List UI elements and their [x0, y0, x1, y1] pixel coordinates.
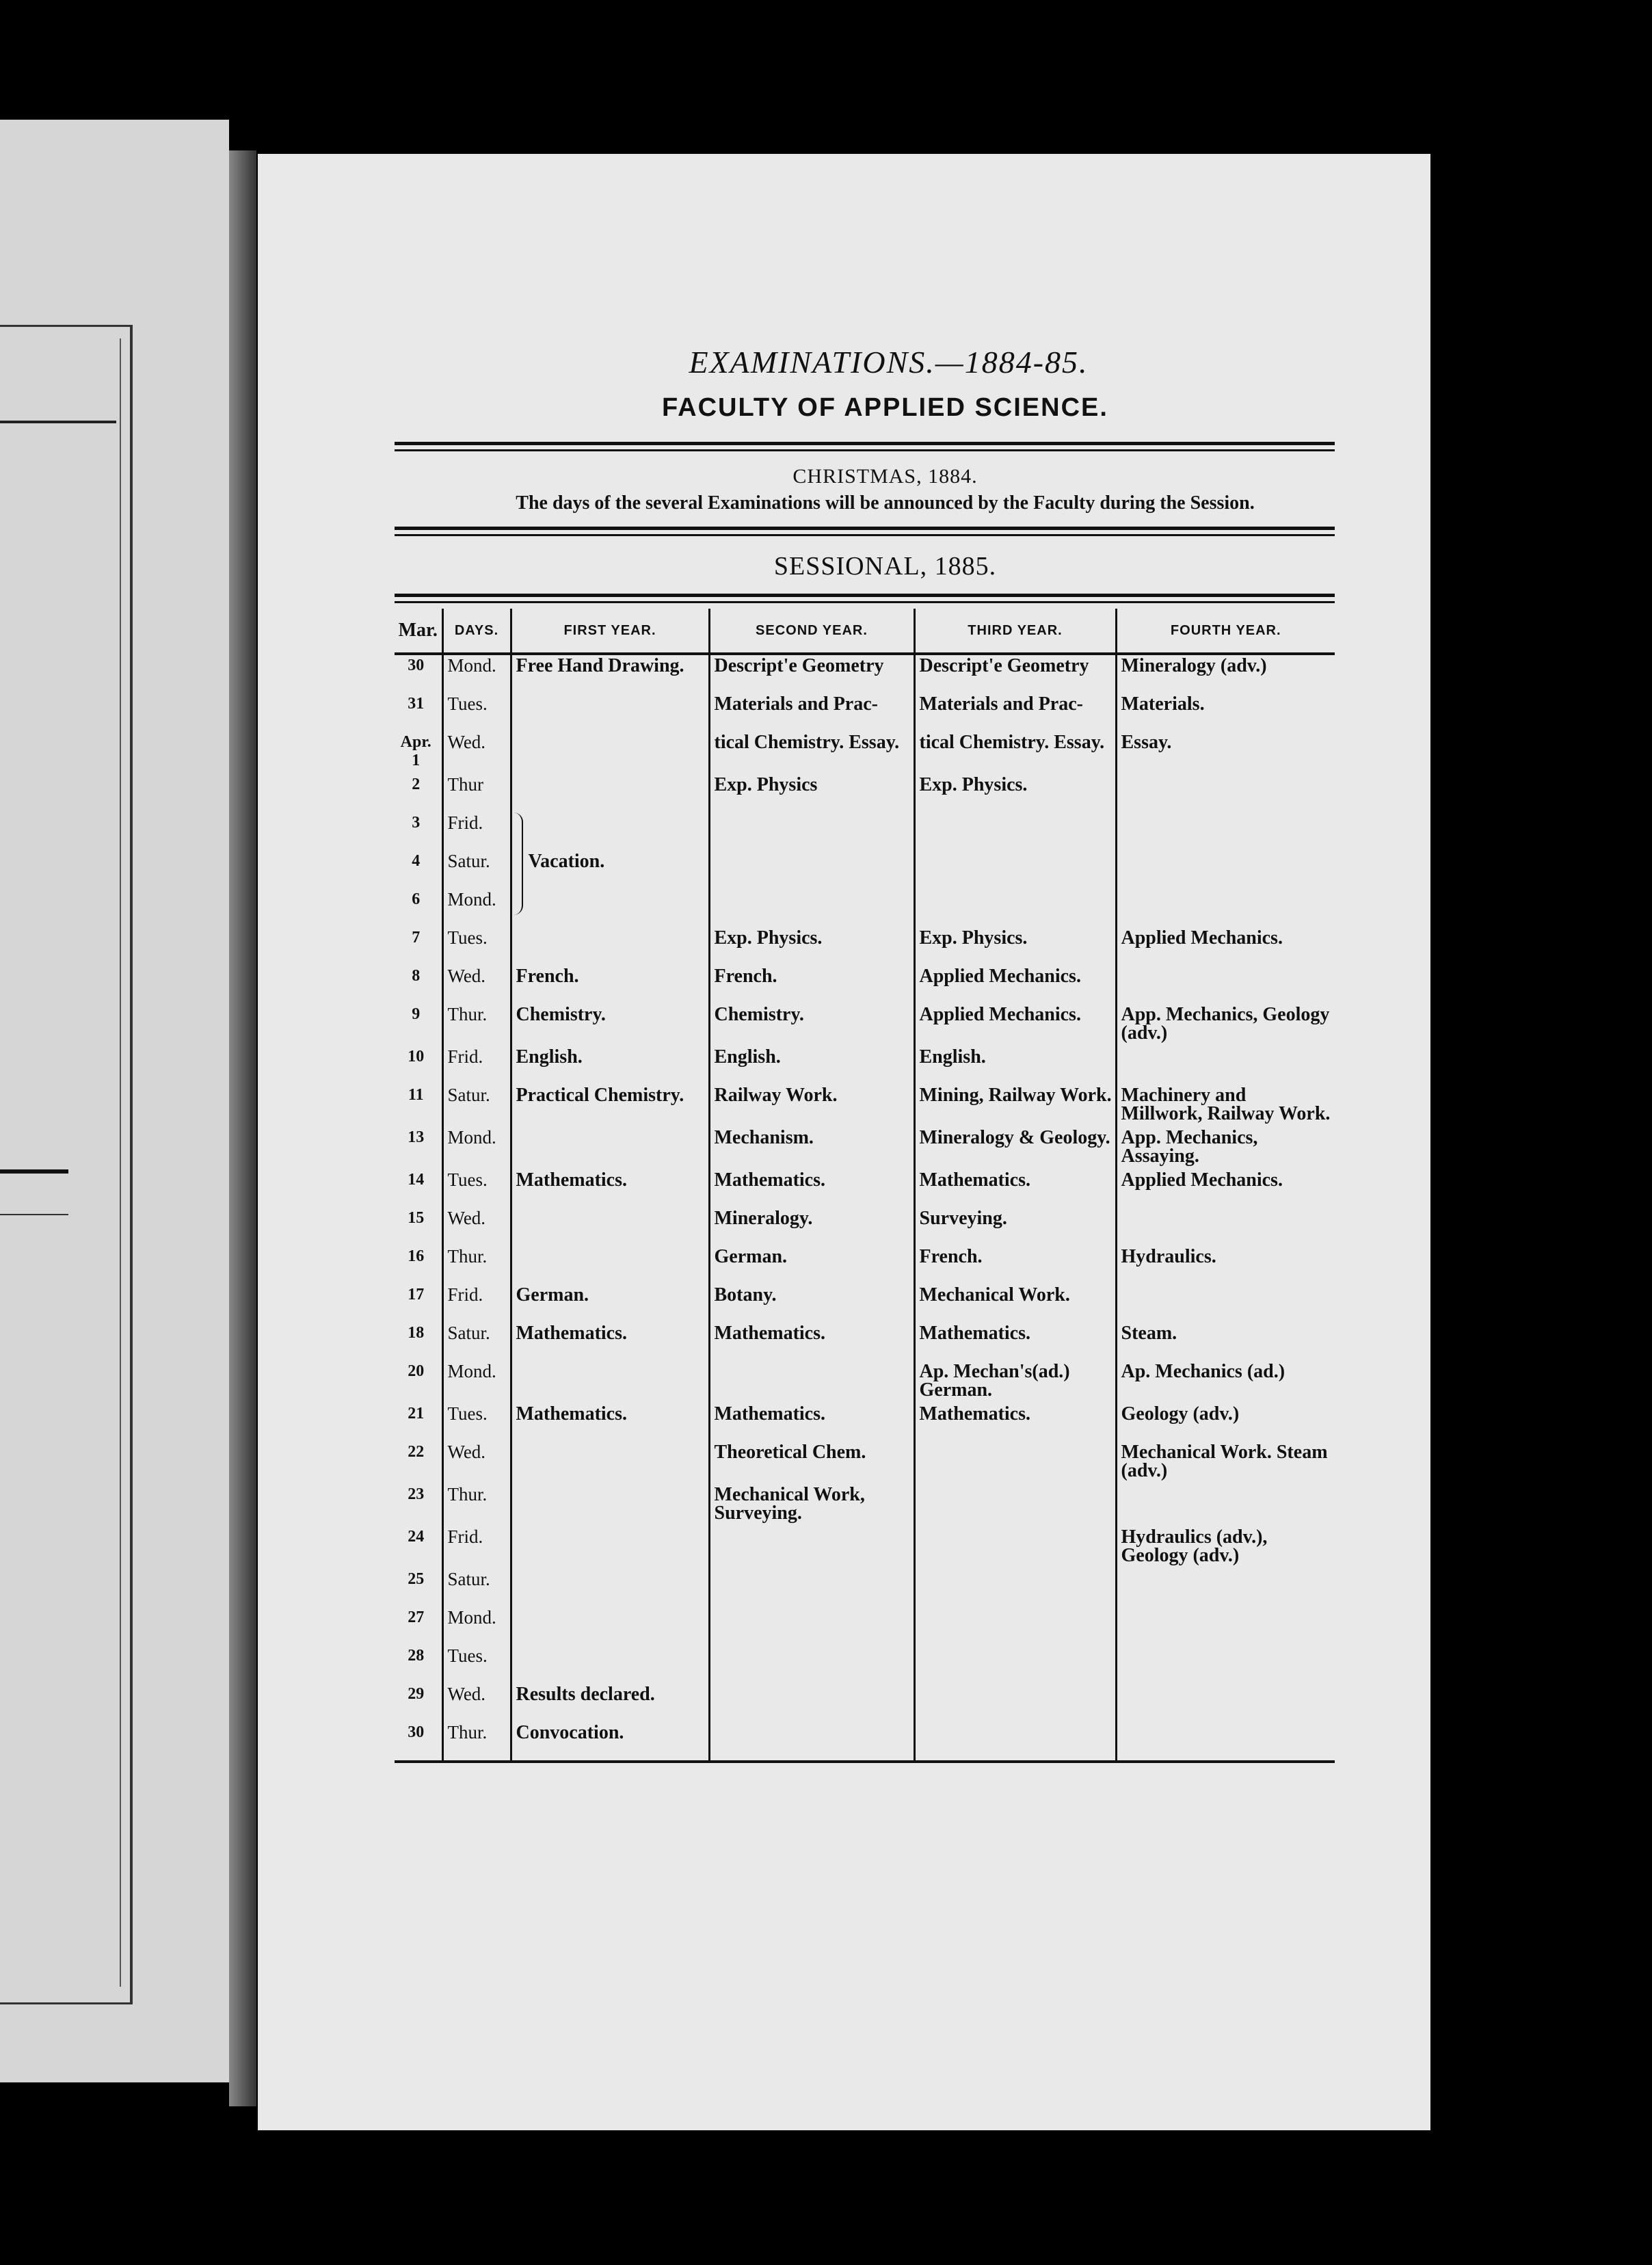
third-year-cell: French.: [914, 1246, 1116, 1284]
date-cell: 13: [395, 1127, 442, 1169]
third-year-cell: [914, 1684, 1116, 1722]
date-cell: 17: [395, 1284, 442, 1323]
column-header-second-year: SECOND YEAR.: [709, 609, 914, 654]
second-year-cell: Mathematics.: [709, 1169, 914, 1208]
fourth-year-cell: Mineralogy (adv.): [1121, 655, 1267, 676]
third-year-cell: Applied Mechanics.: [914, 1004, 1116, 1046]
third-year-cell: Mining, Railway Work.: [914, 1085, 1116, 1127]
second-year-cell: [709, 812, 914, 851]
double-rule: [395, 527, 1335, 536]
date-cell: 20: [395, 1361, 442, 1403]
table-row: [395, 1208, 1335, 1246]
second-year-cell: German.: [709, 1246, 914, 1284]
table-row: [395, 1127, 1335, 1169]
day-cell: Thur.: [442, 1484, 511, 1526]
fourth-year-cell: [1116, 1607, 1335, 1645]
date-cell: 24: [395, 1526, 442, 1569]
third-year-cell: Surveying.: [914, 1208, 1116, 1246]
column-header-third-year: THIRD YEAR.: [914, 609, 1116, 654]
first-year-cell: [511, 812, 709, 851]
day-cell: Mond.: [442, 1127, 511, 1169]
second-year-cell: English.: [709, 1046, 914, 1085]
faculty-heading: FACULTY OF APPLIED SCIENCE.: [662, 393, 1108, 422]
fourth-year-cell: [1116, 774, 1335, 812]
day-cell: Tues.: [442, 927, 511, 966]
third-year-cell: Exp. Physics.: [914, 774, 1116, 812]
first-year-cell: [511, 1607, 709, 1645]
table-row: [395, 774, 1335, 812]
day-cell: Tues.: [442, 1403, 511, 1442]
date-cell: Apr. 1: [395, 732, 442, 774]
third-year-cell: Mathematics.: [914, 1323, 1116, 1361]
examination-schedule-table: [395, 609, 1335, 1760]
first-year-cell: Practical Chemistry.: [511, 1085, 709, 1127]
facing-page-inner-frame: [0, 339, 121, 1987]
first-year-cell: [511, 732, 709, 774]
fourth-year-cell: [1116, 812, 1335, 851]
second-year-cell: [709, 889, 914, 927]
first-year-cell: [511, 927, 709, 966]
fourth-year-cell: [1116, 1645, 1335, 1684]
third-year-cell: Materials and Prac-: [914, 693, 1116, 732]
page-content: [395, 342, 1335, 1763]
first-year-cell: Convocation.: [511, 1722, 709, 1760]
third-year-cell: Descript'e Geometry: [914, 654, 1116, 693]
table-row: [395, 1442, 1335, 1484]
first-year-cell: [511, 1645, 709, 1684]
table-body: [395, 654, 1335, 1760]
second-year-cell: Descript'e Geometry: [709, 654, 914, 693]
fourth-year-cell: Applied Mechanics.: [1121, 927, 1283, 949]
third-year-cell: Applied Mechanics.: [914, 966, 1116, 1004]
first-year-cell: French.: [511, 966, 709, 1004]
day-cell: Mond.: [442, 1361, 511, 1403]
table-row: [395, 1569, 1335, 1607]
third-year-cell: Exp. Physics.: [914, 927, 1116, 966]
second-year-cell: [709, 1722, 914, 1760]
first-year-cell: [511, 1208, 709, 1246]
table-row: [395, 1284, 1335, 1323]
first-year-cell: Chemistry.: [511, 1004, 709, 1046]
fourth-year-cell: Machinery and Millwork, Railway Work.: [1121, 1085, 1331, 1124]
brace-icon: [509, 812, 523, 915]
date-cell: 25: [395, 1569, 442, 1607]
first-year-cell: [511, 1361, 709, 1403]
double-rule: [395, 594, 1335, 603]
fourth-year-cell: Hydraulics (adv.), Geology (adv.): [1121, 1526, 1268, 1566]
second-year-cell: [709, 1526, 914, 1569]
day-cell: Wed.: [442, 1442, 511, 1484]
first-year-cell: [511, 889, 709, 927]
fourth-year-cell: Geology (adv.): [1121, 1403, 1240, 1425]
day-cell: Frid.: [442, 1284, 511, 1323]
third-year-cell: Ap. Mechan's(ad.) German.: [914, 1361, 1116, 1403]
vacation-label: Vacation.: [528, 851, 605, 872]
facing-page-rule: [0, 421, 116, 423]
fourth-year-cell: App. Mechanics, Geology (adv.): [1121, 1004, 1330, 1044]
table-row: [395, 654, 1335, 693]
first-year-cell: [511, 1484, 709, 1526]
page-title: EXAMINATIONS.—1884-85.: [689, 345, 1089, 380]
fourth-year-cell: [1116, 1484, 1335, 1526]
second-year-cell: [709, 851, 914, 889]
third-year-cell: tical Chemistry. Essay.: [914, 732, 1116, 774]
vacation-group: [516, 852, 706, 871]
facing-page-rule: [0, 1169, 68, 1174]
second-year-cell: [709, 1684, 914, 1722]
first-year-cell: [511, 693, 709, 732]
date-cell: 16: [395, 1246, 442, 1284]
document-page: [258, 154, 1430, 2130]
first-year-cell: [511, 851, 709, 889]
second-year-cell: Mechanism.: [709, 1127, 914, 1169]
table-row: [395, 1361, 1335, 1403]
date-cell: 28: [395, 1645, 442, 1684]
sessional-heading: SESSIONAL, 1885.: [773, 552, 997, 581]
fourth-year-cell: [1116, 1569, 1335, 1607]
fourth-year-cell: Essay.: [1121, 732, 1172, 753]
fourth-year-cell: [1116, 1722, 1335, 1760]
christmas-notice: The days of the several Examinations will be announced by the Faculty during the Session.: [516, 492, 1255, 514]
date-cell: 18: [395, 1323, 442, 1361]
date-cell: 15: [395, 1208, 442, 1246]
third-year-cell: Mathematics.: [914, 1169, 1116, 1208]
fourth-year-cell: [1116, 1208, 1335, 1246]
table-row: [395, 732, 1335, 774]
table-row: [395, 812, 1335, 851]
second-year-cell: Materials and Prac-: [709, 693, 914, 732]
third-year-cell: Mathematics.: [914, 1403, 1116, 1442]
third-year-cell: [914, 851, 1116, 889]
second-year-cell: French.: [709, 966, 914, 1004]
date-cell: 14: [395, 1169, 442, 1208]
table-header-row: [395, 609, 1335, 654]
first-year-cell: Free Hand Drawing.: [511, 654, 709, 693]
date-cell: 11: [395, 1085, 442, 1127]
fourth-year-cell: [1116, 966, 1335, 1004]
fourth-year-cell: Mechanical Work. Steam (adv.): [1121, 1442, 1328, 1481]
third-year-cell: [914, 812, 1116, 851]
fourth-year-cell: App. Mechanics, Assaying.: [1121, 1127, 1258, 1167]
double-rule: [395, 442, 1335, 451]
third-year-cell: [914, 1526, 1116, 1569]
day-cell: Wed.: [442, 1684, 511, 1722]
third-year-cell: English.: [914, 1046, 1116, 1085]
third-year-cell: [914, 1722, 1116, 1760]
table-row: [395, 1645, 1335, 1684]
date-cell: 6: [395, 889, 442, 927]
day-cell: Frid.: [442, 812, 511, 851]
table-row: [395, 1169, 1335, 1208]
table-row: [395, 1684, 1335, 1722]
first-year-cell: Mathematics.: [511, 1403, 709, 1442]
second-year-cell: tical Chemistry. Essay.: [709, 732, 914, 774]
second-year-cell: Mechanical Work, Surveying.: [709, 1484, 914, 1526]
second-year-cell: Exp. Physics.: [709, 927, 914, 966]
table-row: [395, 927, 1335, 966]
date-cell: 3: [395, 812, 442, 851]
fourth-year-cell: Steam.: [1121, 1323, 1177, 1344]
third-year-cell: [914, 1645, 1116, 1684]
column-header-month: Mar.: [395, 609, 442, 654]
second-year-cell: [709, 1607, 914, 1645]
table-row: [395, 1722, 1335, 1760]
first-year-cell: [511, 1569, 709, 1607]
first-year-cell: [511, 1246, 709, 1284]
table-row: [395, 693, 1335, 732]
fourth-year-cell: Ap. Mechanics (ad.): [1121, 1361, 1285, 1382]
day-cell: Thur.: [442, 1004, 511, 1046]
day-cell: Satur.: [442, 851, 511, 889]
second-year-cell: Exp. Physics: [709, 774, 914, 812]
table-row: [395, 1526, 1335, 1569]
third-year-cell: Mineralogy & Geology.: [914, 1127, 1116, 1169]
fourth-year-cell: Applied Mechanics.: [1121, 1169, 1283, 1191]
fourth-year-cell: [1116, 1684, 1335, 1722]
fourth-year-cell: [1116, 1284, 1335, 1323]
fourth-year-cell: [1116, 851, 1335, 889]
date-cell: 9: [395, 1004, 442, 1046]
date-cell: 30: [395, 1722, 442, 1760]
date-cell: 22: [395, 1442, 442, 1484]
fourth-year-cell: Hydraulics.: [1121, 1246, 1216, 1267]
third-year-cell: [914, 1569, 1116, 1607]
date-cell: 27: [395, 1607, 442, 1645]
second-year-cell: Botany.: [709, 1284, 914, 1323]
second-year-cell: Railway Work.: [709, 1085, 914, 1127]
column-header-first-year: FIRST YEAR.: [511, 609, 709, 654]
bottom-rule: [395, 1760, 1335, 1763]
second-year-cell: Theoretical Chem.: [709, 1442, 914, 1484]
second-year-cell: [709, 1361, 914, 1403]
first-year-cell: Results declared.: [511, 1684, 709, 1722]
day-cell: Wed.: [442, 1208, 511, 1246]
fourth-year-cell: [1116, 1046, 1335, 1085]
first-year-cell: [511, 1526, 709, 1569]
table-row: [395, 1046, 1335, 1085]
day-cell: Satur.: [442, 1085, 511, 1127]
second-year-cell: Chemistry.: [709, 1004, 914, 1046]
first-year-cell: Mathematics.: [511, 1169, 709, 1208]
fourth-year-cell: Materials.: [1121, 693, 1205, 715]
first-year-cell: [511, 1442, 709, 1484]
table-row: [395, 1484, 1335, 1526]
table-row: [395, 966, 1335, 1004]
fourth-year-cell: [1116, 889, 1335, 927]
first-year-cell: Mathematics.: [511, 1323, 709, 1361]
third-year-cell: Mechanical Work.: [914, 1284, 1116, 1323]
first-year-cell: German.: [511, 1284, 709, 1323]
day-cell: Thur.: [442, 1722, 511, 1760]
table-row: [395, 1607, 1335, 1645]
table-row: [395, 851, 1335, 889]
date-cell: 29: [395, 1684, 442, 1722]
day-cell: Thur.: [442, 1246, 511, 1284]
date-cell: 21: [395, 1403, 442, 1442]
day-cell: Mond.: [442, 654, 511, 693]
date-cell: 30: [395, 654, 442, 693]
book-gutter: [229, 150, 256, 2106]
table-row: [395, 1085, 1335, 1127]
day-cell: Frid.: [442, 1046, 511, 1085]
table-row: [395, 1323, 1335, 1361]
first-year-cell: [511, 1127, 709, 1169]
facing-page-fragment: [0, 120, 229, 2082]
date-cell: 10: [395, 1046, 442, 1085]
day-cell: Tues.: [442, 1645, 511, 1684]
date-cell: 31: [395, 693, 442, 732]
column-header-days: DAYS.: [442, 609, 511, 654]
day-cell: Satur.: [442, 1569, 511, 1607]
third-year-cell: [914, 889, 1116, 927]
second-year-cell: Mathematics.: [709, 1403, 914, 1442]
day-cell: Mond.: [442, 1607, 511, 1645]
day-cell: Tues.: [442, 1169, 511, 1208]
day-cell: Thur: [442, 774, 511, 812]
third-year-cell: [914, 1607, 1116, 1645]
date-cell: 2: [395, 774, 442, 812]
column-header-fourth-year: FOURTH YEAR.: [1116, 609, 1335, 654]
first-year-cell: English.: [511, 1046, 709, 1085]
table-row: [395, 1246, 1335, 1284]
third-year-cell: [914, 1484, 1116, 1526]
second-year-cell: [709, 1645, 914, 1684]
date-cell: 23: [395, 1484, 442, 1526]
day-cell: Tues.: [442, 693, 511, 732]
second-year-cell: [709, 1569, 914, 1607]
table-row: [395, 1004, 1335, 1046]
day-cell: Satur.: [442, 1323, 511, 1361]
second-year-cell: Mathematics.: [709, 1323, 914, 1361]
day-cell: Frid.: [442, 1526, 511, 1569]
third-year-cell: [914, 1442, 1116, 1484]
day-cell: Mond.: [442, 889, 511, 927]
date-cell: 4: [395, 851, 442, 889]
facing-page-rule: [0, 1214, 68, 1215]
day-cell: Wed.: [442, 732, 511, 774]
date-cell: 8: [395, 966, 442, 1004]
date-cell: 7: [395, 927, 442, 966]
second-year-cell: Mineralogy.: [709, 1208, 914, 1246]
first-year-cell: [511, 774, 709, 812]
table-row: [395, 1403, 1335, 1442]
table-row: [395, 889, 1335, 927]
christmas-heading: CHRISTMAS, 1884.: [792, 465, 978, 488]
day-cell: Wed.: [442, 966, 511, 1004]
